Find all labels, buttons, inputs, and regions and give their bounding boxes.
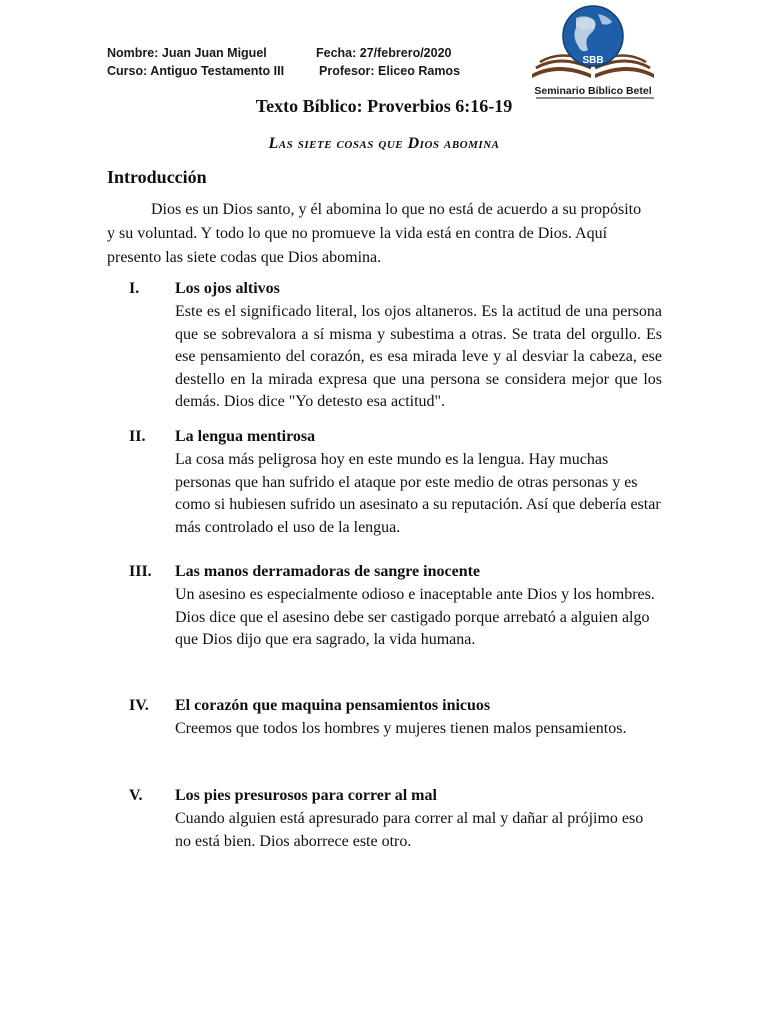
section-number: III. — [129, 563, 152, 580]
section-number: I. — [129, 280, 140, 297]
section-text: Un asesino es especialmente odioso e inaceptable ante Dios y los hombres. Dios dice que el asesino debe ser castigado porque arrebató a alguien algo que Dios dijo que era sagrado, la vida humana. — [175, 586, 655, 648]
logo-name: Seminario Bíblico Betel — [534, 85, 652, 97]
seminary-logo — [528, 4, 658, 100]
document-subtitle: Las siete cosas que Dios abomina — [268, 135, 500, 152]
page-title: Texto Bíblico: Proverbios 6:16-19 — [255, 96, 513, 116]
intro-heading: Introducción — [107, 167, 207, 187]
logo-abbr: SBB — [582, 55, 604, 66]
section-heading: Los ojos altivos — [175, 280, 280, 297]
section-number: IV. — [129, 697, 149, 714]
book-right-pages — [595, 67, 654, 78]
professor: Profesor: Eliceo Ramos — [319, 64, 461, 78]
section-number: II. — [129, 428, 146, 445]
student-name: Nombre: Juan Juan Miguel — [107, 46, 267, 60]
course-name: Curso: Antiguo Testamento III — [107, 64, 285, 78]
section-text: Cuando alguien está apresurado para correr al mal y dañar al prójimo eso no está bien. Dios aborrece este otro. — [175, 810, 644, 850]
section-heading: Las manos derramadoras de sangre inocente — [175, 563, 481, 580]
section-number: V. — [129, 787, 143, 804]
section-heading: Los pies presurosos para correr al mal — [175, 787, 437, 804]
section-text: Este es el significado literal, los ojos altaneros. Es la actitud de una persona que se sobrevalora a sí misma y subestima a otras. Se trata del orgullo. Es ese pensamiento del corazón, es esa mirada leve y al desviar la cabeza, ese destello en la mirada expresa que una persona se considera mejor que los demás. Dios dice "Yo detesto esa actitud". — [175, 303, 662, 410]
intro-paragraph — [107, 198, 647, 270]
section-heading: La lengua mentirosa — [175, 428, 316, 445]
intro-text: Dios es un Dios santo, y él abomina lo que no está de acuerdo a su propósito y su voluntad. Y todo lo que no promueve la vida está en contra de Dios. Aquí presento las siete codas que Dios abomina. — [107, 201, 642, 266]
date: Fecha: 27/febrero/2020 — [316, 46, 452, 60]
section-text: La cosa más peligrosa hoy en este mundo es la lengua. Hay muchas personas que han sufrido el ataque por este medio de otras personas y es como si hubiesen sufrido un asesinato a su reputación. Así que debería estar más controlado el uso de la lengua. — [175, 451, 661, 536]
section-text: Creemos que todos los hombres y mujeres tienen malos pensamientos. — [175, 720, 627, 737]
book-left-pages — [532, 67, 591, 78]
section-heading: El corazón que maquina pensamientos inicuos — [175, 697, 491, 714]
